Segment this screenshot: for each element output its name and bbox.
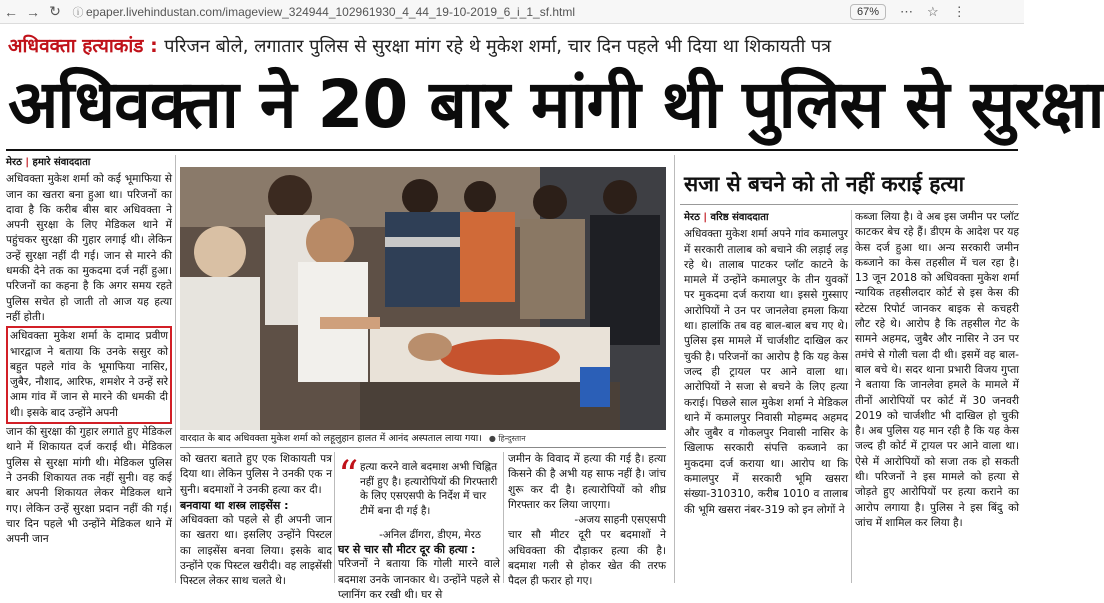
- kicker-text: परिजन बोले, लगातार पुलिस से सुरक्षा मांग रहे थे मुकेश शर्मा, चार दिन पहले भी दिया था शिकायती पत्र: [164, 36, 832, 57]
- column-divider: [503, 452, 504, 583]
- divider: [680, 204, 1018, 205]
- more-actions-icon[interactable]: ⋯: [900, 3, 914, 19]
- article-column-1: [6, 155, 172, 583]
- kicker-label: अधिवक्ता हत्याकांड :: [8, 35, 158, 57]
- paragraph: को खतरा बताते हुए एक शिकायती पत्र दिया था। लेकिन पुलिस ने उनकी एक न सुनी। बदमाशों ने उनकी हत्या कर दी।: [180, 453, 332, 496]
- column-divider: [674, 155, 675, 583]
- subhead: बनवाया था शस्त्र लाइसेंस :: [180, 498, 289, 512]
- quote-text: हत्या करने वाले बदमाश अभी चिह्नित नहीं हुए है। हत्यारोपियों की गिरफ्तारी के लिए एसएसपी के निर्देश में चार टीमें बना दी गई है।: [360, 461, 498, 517]
- photo-credit: ● हिन्दुस्तान: [488, 434, 526, 443]
- back-icon[interactable]: ←: [4, 3, 18, 20]
- zoom-indicator[interactable]: 67%: [850, 4, 886, 20]
- column-divider: [334, 452, 335, 583]
- highlight-box: [6, 326, 172, 424]
- subhead: घर से चार सौ मीटर दूर की हत्या :: [338, 543, 476, 556]
- newspaper-page: [0, 24, 1104, 601]
- paragraph: कब्जा लिया है। वे अब इस जमीन पर प्लॉट काटकर बेच रहे हैं। डीएम के आदेश पर यह केस दर्ज हुआ था। अन्य सरकारी जमीन कब्जाने का केस तहसील में चल रहा है। 13 जून 2018 को अधिवक्ता मुकेश शर्मा न्यायिक तहसीलदार कोर्ट से इस केस की स्टेटस रिपोर्ट जानकर बाइक से कचहरी लौट रहे थे। आरोप है कि तहसील गेट के सामने अहमद, जुबैर और नासिर ने उन पर तमंचे से गोली चला दी थी। इसमें वह बाल-बाल बचे थे। सदर थाना प्रभारी विजय गुप्ता ने बताया कि जानलेवा हमले के मामले में तीनों आरोपियों पर कोर्ट में 30 जनवरी 2019 को चार्जशीट भी दाखिल हो चुकी है। अब पुलिस यह मान रही है कि यह केस जल्द ही कोर्ट में ट्रायल पर आने वाला था। ऐसे में आरोपियों को सजा तक हो सकती थी। परिजनों ने इस मामले को हत्या से जोड़ते हुए आरोपियों पर हत्या कराने का आरोप लगाया है। पुलिस ने इस बिंदु को जांच में शामिल कर लिया है।: [855, 211, 1019, 529]
- byline-author: वरिष्ठ संवाददाता: [710, 212, 769, 223]
- url-text: epaper.livehindustan.com/imageview_324944_102961930_4_44_19-10-2019_6_i_1_sf.html: [86, 4, 576, 19]
- paragraph: जमीन के विवाद में हत्या की गई है। हत्या किसने की है अभी यह साफ नहीं है। जांच शुरू कर दी है। हत्यारोपियों को शीघ्र गिरफ्तार कर लिया जाएगा।: [508, 453, 666, 511]
- photo-caption: [180, 430, 666, 448]
- column-divider: [175, 155, 176, 583]
- side-column-1: [684, 210, 848, 583]
- caption-text: वारदात के बाद अधिवक्ता मुकेश शर्मा को लहूलुहान हालत में आनंद अस्पताल लाया गया।: [180, 433, 482, 444]
- paragraph: चार सौ मीटर दूरी पर बदमाशों ने अधिवक्ता की दौड़ाकर हत्या की है। बदमाश गली से होकर खेत की तरफ पैदल ही फरार हो गए।: [508, 529, 666, 588]
- paragraph: अधिवक्ता मुकेश शर्मा को कई भूमाफिया से जान का खतरा बना हुआ था। परिजनों का दावा है कि करीब बीस बार अधिवक्ता ने अपनी सुरक्षा के लिए मेडिकल थाने में पहुंचकर सुरक्षा की गुहार लगाई थी। लेकिन उन्हें सुरक्षा नहीं दी गई। जान से मारने की धमकी देने तक का मुकदमा दर्ज नहीं हुआ। परिजनों का कहना है कि अगर समय रहते पुलिस सचेत हो जाती तो आज यह हत्या नहीं होती।: [6, 173, 172, 323]
- info-icon[interactable]: ⓘ: [72, 6, 84, 19]
- paragraph: जान की सुरक्षा की गुहार लगाते हुए मेडिकल थाने में शिकायत दर्ज कराई थी। मेडिकल पुलिस से सुरक्षा मांगी थी। मेडिकल पुलिस ने उनकी शिकायत तक नहीं सुनी। वह कई बार अपनी शिकायत लेकर मेडिकल थाने गए। लेकिन उन्हें सुरक्षा प्रदान नहीं की गई। चार दिन पहले भी उन्होंने मेडिकल थाने में अपनी जान: [6, 426, 172, 546]
- article-column-2: [180, 452, 332, 588]
- divider: [6, 149, 1018, 151]
- byline: मेरठ | हमारे संवाददाता: [6, 157, 91, 168]
- menu-icon[interactable]: ⋮: [952, 3, 966, 19]
- news-photo[interactable]: [180, 167, 666, 430]
- quote-mark-icon: “: [338, 453, 359, 499]
- article-column-4: [508, 452, 666, 588]
- article-column-3: [338, 542, 500, 601]
- byline: मेरठ | वरिष्ठ संवाददाता: [684, 212, 769, 223]
- browser-toolbar: [0, 0, 1024, 24]
- headline: अधिवक्ता ने 20 बार मांगी थी पुलिस से सुरक्षा: [8, 66, 1104, 143]
- photo-illustration: [180, 167, 666, 430]
- paragraph: अधिवक्ता मुकेश शर्मा अपने गांव कमालपुर में सरकारी तालाब को बचाने की लड़ाई लड़ रहे थे। तालाब पाटकर प्लॉट काटने के मामले में उन्होंने कमालपुर के तीन युवकों पर मुकदमा दर्ज कराया था। इससे गुस्साए आरोपियों ने उन पर जानलेवा हमला किया था। हालांकि तब वह बाल-बाल बच गए थे। पुलिस इस मामले में चार्जशीट दाखिल कर चुकी है। परिजनों का आरोप है कि यह केस जल्द ही ट्रायल पर आने वाला था। आरोपियों ने सजा से बचने के लिए हत्या कराई। पिछले साल मुकेश शर्मा ने मेडिकल थाने में कमालपुर निवासी मोहम्मद अहमद और जुबैर व गोकलपुर निवासी नासिर के खिलाफ सरकारी संपत्ति कब्जाने का मुकदमा दर्ज कराया था। आरोप था कि कमालपुर में सरकारी भूमि खसरा संख्या-310310, करीब 1010 व तालाब की भूमि खसरा नंबर-319 को इन लोगों ने: [684, 228, 848, 516]
- paragraph: अधिवक्ता को पहले से ही अपनी जान का खतरा था। इसलिए उन्होंने पिस्टल का लाइसेंस बनवा लिया। इसके बाद उन्होंने एक पिस्टल खरीदी। वह लाइसेंसी पिस्टल लेकर साथ चलते थे।: [180, 514, 332, 588]
- address-bar[interactable]: [70, 2, 760, 21]
- paragraph: परिजनों ने बताया कि गोली मारने वाले बदमाश उनके जानकार थे। उन्होंने पहले से प्लानिंग कर रखी थी। घर से: [338, 558, 500, 601]
- attribution: -अजय साहनी एसएसपी: [574, 514, 666, 527]
- quote-box: [338, 453, 500, 544]
- reload-icon[interactable]: ↻: [49, 3, 61, 19]
- forward-icon[interactable]: →: [26, 3, 40, 20]
- quote-attribution: -अनिल ढींगरा, डीएम, मेरठ: [379, 529, 481, 541]
- byline-city: मेरठ: [684, 212, 700, 223]
- column-divider: [851, 210, 852, 583]
- side-story-headline: सजा से बचने को तो नहीं कराई हत्या: [684, 172, 965, 196]
- kicker: [8, 32, 1018, 60]
- bookmark-star-icon[interactable]: ☆: [927, 3, 939, 19]
- byline-city: मेरठ: [6, 157, 22, 168]
- byline-author: हमारे संवाददाता: [32, 157, 91, 168]
- highlight-text: अधिवक्ता मुकेश शर्मा के दामाद प्रवीण भारद्वाज ने बताया कि उनके ससुर को बहुत पहले गांव के भूमाफिया नासिर, जुबैर, नौशाद, आरिफ, शमशेर ने उन्हें सरे आम गांव में जान से मारने की धमकी दी थी। इसके बाद उन्होंने अपनी: [10, 330, 168, 419]
- side-column-2: [855, 210, 1019, 583]
